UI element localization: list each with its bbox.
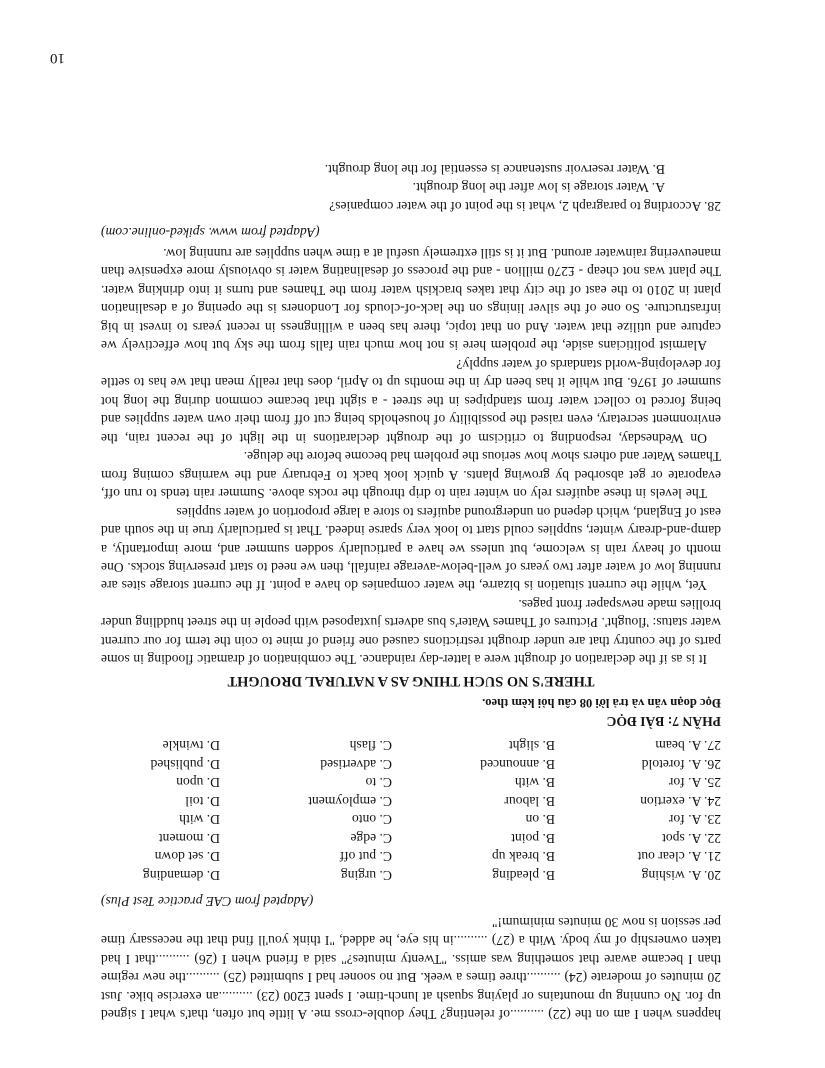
option-c: C. urging — [340, 867, 392, 883]
option-d: D. moment — [158, 830, 220, 846]
option-b: B. break up — [491, 849, 555, 865]
option-c: C. put off — [339, 849, 392, 865]
option-d: D. toil — [185, 793, 220, 809]
option-a: A. for — [668, 775, 702, 791]
option-a: A. beam — [655, 738, 702, 754]
options-table — [101, 736, 721, 884]
question-number: 25. — [704, 775, 721, 791]
page-content — [101, 159, 721, 1023]
section-instruction: Đọc đoạn văn và trả lời 08 câu hỏi kèm theo. — [482, 696, 721, 711]
option-d: D. upon — [176, 775, 220, 791]
option-c: C. edge — [350, 830, 392, 846]
option-row — [101, 754, 721, 773]
option-b: B. on — [525, 812, 555, 828]
question-28-option-b: B. Water reservoir sustenance is essential for the long drought. — [324, 161, 665, 177]
option-d: D. set down — [154, 849, 220, 865]
option-c: C. advertised — [320, 756, 392, 772]
passage-1-source: (Adapted from CAE practice Test Plus) — [101, 894, 314, 910]
option-row — [101, 736, 721, 755]
question-number: 21. — [704, 849, 721, 865]
option-d: D. with — [179, 812, 220, 828]
option-d: D. twinkle — [162, 738, 220, 754]
option-b: B. with — [514, 775, 555, 791]
section-heading: PHẦN 7: BÀI ĐỌC — [606, 713, 721, 729]
passage-2-paragraph: The levels in these aquifers rely on winter rain to drip through the rocks above. Summer rain tends to run off, evaporate or get absorbed by growing plants. A quick look back to February and the warnings coming from Thames Water and others show how serious the problem had become before the deluge. — [101, 449, 721, 502]
option-a: A. exertion — [640, 793, 702, 809]
passage-2-paragraph: On Wednesday, responding to criticism of the drought declarations in the light of the recent rain, the environment secretary, even raised the possibility of households being cut off from their own water supplies and being forced to collect water from standpipes in the street - a sight that became common during the long hot summer of 1976. But while it has been dry in the months up to April, does that really mean that we has to settle for developing-world standards of water supply? — [101, 356, 721, 446]
question-28-stem: 28. According to paragraph 2, what is the point of the water companies? — [329, 198, 721, 214]
option-b: B. labour — [504, 793, 555, 809]
option-d: D. demanding — [142, 867, 220, 883]
option-b: B. announced — [480, 756, 555, 772]
option-b: B. point — [511, 830, 555, 846]
option-a: A. for — [668, 812, 702, 828]
question-number: 20. — [704, 867, 721, 883]
option-row — [101, 828, 721, 847]
option-d: D. published — [150, 756, 220, 772]
passage-2-source: (Adapted from www. spiked-online.com) — [101, 225, 320, 241]
option-b: B. slight — [508, 738, 555, 754]
option-row — [101, 791, 721, 810]
question-number: 24. — [704, 793, 721, 809]
option-a: A. wishing — [641, 867, 702, 883]
question-28-option-a: A. Water storage is low after the long drought. — [412, 180, 665, 196]
option-row — [101, 865, 721, 884]
option-a: A. spot — [662, 830, 702, 846]
option-c: C. employment — [308, 793, 392, 809]
passage-2-paragraph: Alarmist politicians aside, the problem here is not how much rain falls from the sky but how effectively we capture and utilize that water. And on that topic, there has been a willingness in recent years to invest in big infrastructure. So one of the silver linings on the lack-of-clouds for Londoners is the opening of a desalination plant in 2010 to the east of the city that takes brackish water from the Thames and turns it into drinking water. The plant was not cheap - £270 million - and the process of desalinating water is obviously more expensive than maneuvering rainwater around. But it is still extremely useful at a time when supplies are running low. — [101, 245, 721, 354]
option-c: C. to — [365, 775, 392, 791]
question-number: 22. — [704, 830, 721, 846]
option-a: A. clear out — [637, 849, 702, 865]
option-row — [101, 773, 721, 792]
option-row — [101, 810, 721, 829]
option-c: C. flash — [349, 738, 392, 754]
question-number: 23. — [704, 812, 721, 828]
passage-2-paragraph: Yet, while the current situation is bizarre, the water companies do have a point. If the current storage sites are running low of water after two years of well-below-average rainfall, then we need to start preserving stocks. One month of heavy rain is welcome, but unless we have a particularly sodden summer and, more importantly, a damp-and-dreary winter, supplies could start to look very sparse indeed. That is particularly true in the south and east of England, which depend on underground aquifers to store a large proportion of water supplies — [101, 504, 721, 594]
option-c: C. onto — [351, 812, 392, 828]
passage-2-title: THERE'S NO SUCH THING AS A NATURAL DROUGHT — [227, 673, 595, 689]
question-number: 27. — [704, 738, 721, 754]
option-row — [101, 847, 721, 866]
passage-1-text: happens when I am on the (22) ..........of relenting? They double-cross me. A little but often, that's what I signed up for. No cunning up mountains or playing squash at lunch-time. I spent £200 (23) ..........an exercise bike. Just 20 minutes of moderate (24) ..........three times a week. But no sooner had I submitted (25) ..........the new regime than I became aware that something was amiss. "Twenty minutes?" said a friend when I (26) ..........that I had taken ownership of my body. With a (27) ..........in his eye, he added, "I think you'll find that the necessary time per session is now 30 minutes minimum!" — [101, 914, 721, 1022]
option-a: A. foretold — [641, 756, 702, 772]
option-b: B. pleading — [492, 867, 555, 883]
question-number: 26. — [704, 756, 721, 772]
passage-2-paragraph: It is as if the declaration of drought were a latter-day raindance. The combination of dramatic flooding in some parts of the country that are under drought restrictions caused one friend of mine to coin the term for our current water status: 'flought'. Pictures of Thames Water's bus adverts juxtaposed with people in the street huddling under brollies made newspaper front pages. — [101, 596, 721, 668]
page-number: 10 — [50, 50, 65, 66]
